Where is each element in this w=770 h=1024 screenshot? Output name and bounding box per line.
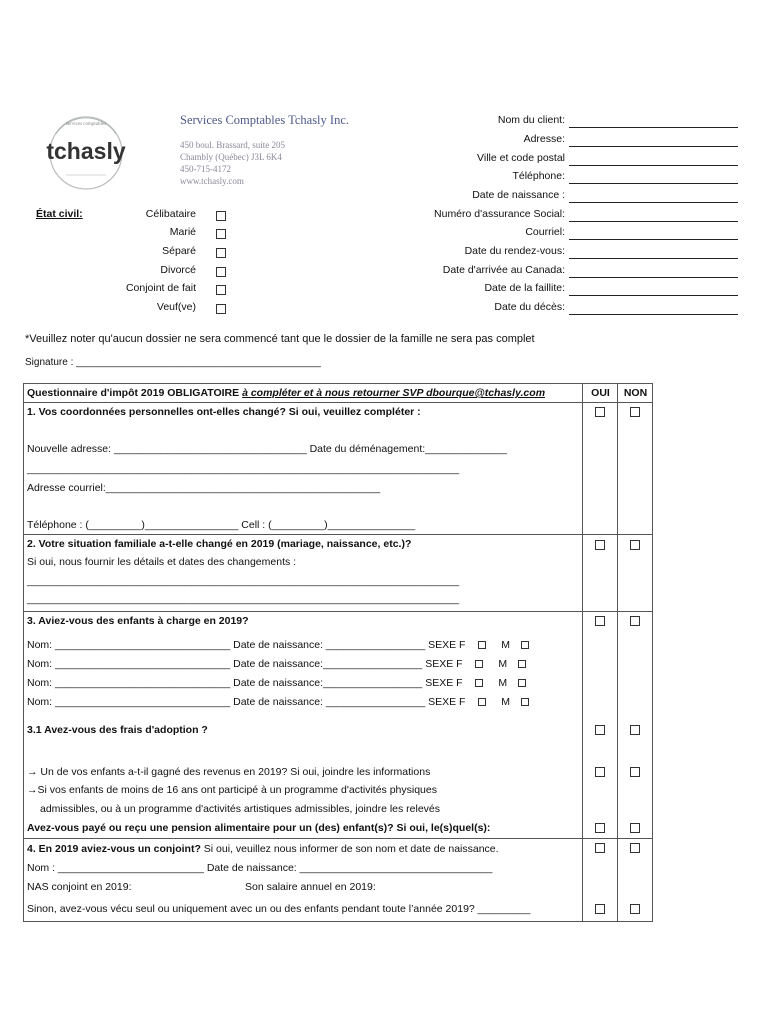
client-arrival-input[interactable] [569, 277, 738, 278]
children-programs-question-cont: admissibles, ou à un programme d'activités artistiques admissibles, joindre les relevés [40, 803, 441, 815]
client-name-input[interactable] [569, 127, 738, 128]
client-sin-label: Numéro d'assurance Social: [434, 208, 565, 220]
income-yes-checkbox[interactable] [595, 767, 605, 777]
q4-yes-checkbox[interactable] [595, 843, 605, 853]
civil-status-checkbox[interactable] [216, 211, 226, 221]
child-sex-m-checkbox[interactable] [518, 679, 526, 687]
child-sex-m-checkbox[interactable] [518, 660, 526, 668]
child-sex-f-checkbox[interactable] [478, 641, 486, 649]
q31-yes-checkbox[interactable] [595, 725, 605, 735]
q1-email[interactable]: Adresse courriel:_______________________________________________ [27, 482, 381, 494]
q31-no-checkbox[interactable] [630, 725, 640, 735]
client-phone-label: Téléphone: [512, 170, 565, 182]
child-sex-m-label: M [501, 696, 511, 708]
child-row[interactable] [27, 658, 528, 670]
child-sex-f-checkbox[interactable] [475, 660, 483, 668]
column-no-header: NON [623, 387, 648, 399]
client-email-input[interactable] [569, 239, 738, 240]
q2-yes-checkbox[interactable] [595, 540, 605, 550]
child-sex-m-label: M [498, 658, 508, 670]
q2-no-checkbox[interactable] [630, 540, 640, 550]
logo-wordmark: tchasly [46, 138, 126, 164]
civil-status-checkbox[interactable] [216, 285, 226, 295]
child-sex-f-checkbox[interactable] [478, 698, 486, 706]
client-address-input[interactable] [569, 146, 738, 147]
child-sex-m-checkbox[interactable] [521, 698, 529, 706]
child-row[interactable] [27, 639, 531, 651]
question-1: 1. Vos coordonnées personnelles ont-elles changé? Si oui, veuillez compléter : [27, 406, 421, 418]
child-sex-m-checkbox[interactable] [521, 641, 529, 649]
q1-blank-line[interactable]: __________________________________________________________________________ [27, 463, 460, 475]
income-no-checkbox[interactable] [630, 767, 640, 777]
civil-status-label: Conjoint de fait [125, 282, 196, 294]
client-arrival-label: Date d'arrivée au Canada: [442, 264, 565, 276]
alone-yes-checkbox[interactable] [595, 904, 605, 914]
civil-status-checkbox[interactable] [216, 229, 226, 239]
lived-alone-question: Sinon, avez-vous vécu seul ou uniquement avec un ou des enfants pendant toute l’année 2019? _________ [27, 903, 531, 915]
q3-yes-checkbox[interactable] [595, 616, 605, 626]
q1-yes-checkbox[interactable] [595, 407, 605, 417]
spouse-nas-label: NAS conjoint en 2019: [27, 881, 132, 893]
children-income-question: → Un de vos enfants a-t-il gagné des revenus en 2019? Si oui, joindre les informations [27, 766, 431, 778]
q1-new-address[interactable]: Nouvelle adresse: _________________________________ Date du déménagement:______________ [27, 443, 507, 455]
child-sex-f-checkbox[interactable] [475, 679, 483, 687]
civil-status-label: Divorcé [160, 264, 196, 276]
client-phone-input[interactable] [569, 183, 738, 184]
client-birthdate-input[interactable] [569, 202, 738, 203]
q3-no-checkbox[interactable] [630, 616, 640, 626]
client-city-label: Ville et code postal [477, 152, 565, 164]
spouse-salary-label: Son salaire annuel en 2019: [245, 881, 376, 893]
spouse-name-line[interactable]: Nom : _________________________ Date de naissance: _________________________________ [27, 862, 493, 874]
client-death-label: Date du décès: [494, 301, 565, 313]
column-yes-header: OUI [591, 387, 610, 399]
civil-status-label: Veuf(ve) [156, 301, 196, 313]
question-4-title: 4. En 2019 aviez-vous un conjoint? [27, 843, 201, 855]
logo-ring-text: services comptables [65, 122, 107, 127]
civil-status-checkbox[interactable] [216, 248, 226, 258]
child-sex-m-label: M [501, 639, 511, 651]
questionnaire-title [27, 387, 545, 399]
civil-status-label: Séparé [162, 245, 196, 257]
civil-status-label: Marié [169, 226, 196, 238]
company-logo [36, 112, 136, 194]
client-sin-input[interactable] [569, 221, 738, 222]
question-2: 2. Votre situation familiale a-t-elle changé en 2019 (mariage, naissance, etc.)? [27, 538, 412, 550]
company-address-line1: 450 boul. Brassard, suite 205 [180, 140, 285, 150]
client-appointment-label: Date du rendez-vous: [464, 245, 565, 257]
q2-blank-line[interactable]: __________________________________________________________________________ [27, 593, 460, 605]
alone-no-checkbox[interactable] [630, 904, 640, 914]
child-row-text: Nom: ______________________________ Date de naissance: _________________ SEXE F [27, 696, 466, 708]
signature-line[interactable]: Signature : ____________________________________________ [25, 357, 321, 368]
child-row[interactable] [27, 677, 528, 689]
notice-text: *Veuillez noter qu'aucun dossier ne sera commencé tant que le dossier de la famille ne sera pas complet [25, 333, 535, 345]
civil-status-label: Célibataire [145, 208, 196, 220]
client-bankruptcy-input[interactable] [569, 295, 738, 296]
questionnaire-title-email[interactable]: à compléter et à nous retourner SVP dbourque@tchasly.com [242, 387, 546, 399]
q2-blank-line[interactable]: __________________________________________________________________________ [27, 575, 460, 587]
q1-no-checkbox[interactable] [630, 407, 640, 417]
child-sex-m-label: M [498, 677, 508, 689]
questionnaire-title-main: Questionnaire d'impôt 2019 OBLIGATOIRE [27, 387, 240, 399]
company-phone: 450-715-4172 [180, 164, 231, 174]
children-programs-question: →Si vos enfants de moins de 16 ans ont participé à un programme d'activités physiques [27, 784, 437, 796]
client-bankruptcy-label: Date de la faillite: [484, 282, 565, 294]
support-payment-question: Avez-vous payé ou reçu une pension alimentaire pour un (des) enfant(s)? Si oui, le(s)quel(s): [27, 822, 491, 834]
civil-status-heading: État civil: [36, 208, 83, 220]
child-row-text: Nom: ______________________________ Date de naissance: _________________ SEXE F [27, 639, 466, 651]
client-death-input[interactable] [569, 314, 738, 315]
question-3: 3. Aviez-vous des enfants à charge en 2019? [27, 615, 249, 627]
client-address-label: Adresse: [523, 133, 565, 145]
child-row[interactable] [27, 696, 531, 708]
q1-phone[interactable]: Téléphone : (_________)________________ Cell : (_________)_______________ [27, 519, 416, 531]
company-name: Services Comptables Tchasly Inc. [180, 113, 349, 127]
civil-status-checkbox[interactable] [216, 267, 226, 277]
support-no-checkbox[interactable] [630, 823, 640, 833]
q2-subtext: Si oui, nous fournir les détails et dates des changements : [27, 556, 297, 568]
question-4 [27, 843, 499, 855]
q4-no-checkbox[interactable] [630, 843, 640, 853]
client-email-label: Courriel: [525, 226, 565, 238]
question-3-1: 3.1 Avez-vous des frais d'adoption ? [27, 724, 208, 736]
client-name-label: Nom du client: [497, 114, 565, 126]
child-row-text: Nom: ______________________________ Date de naissance:_________________ SEXE F [27, 677, 463, 689]
client-birthdate-label: Date de naissance : [472, 189, 565, 201]
company-website: www.tchasly.com [180, 176, 244, 186]
questionnaire-table [23, 383, 653, 922]
civil-status-checkbox[interactable] [216, 304, 226, 314]
child-row-text: Nom: ______________________________ Date de naissance:_________________ SEXE F [27, 658, 463, 670]
question-4-rest: Si oui, veuillez nous informer de son nom et date de naissance. [200, 843, 499, 855]
client-appointment-input[interactable] [569, 258, 738, 259]
company-address-line2: Chambly (Québec) J3L 6K4 [180, 152, 282, 162]
client-city-input[interactable] [569, 165, 738, 166]
support-yes-checkbox[interactable] [595, 823, 605, 833]
